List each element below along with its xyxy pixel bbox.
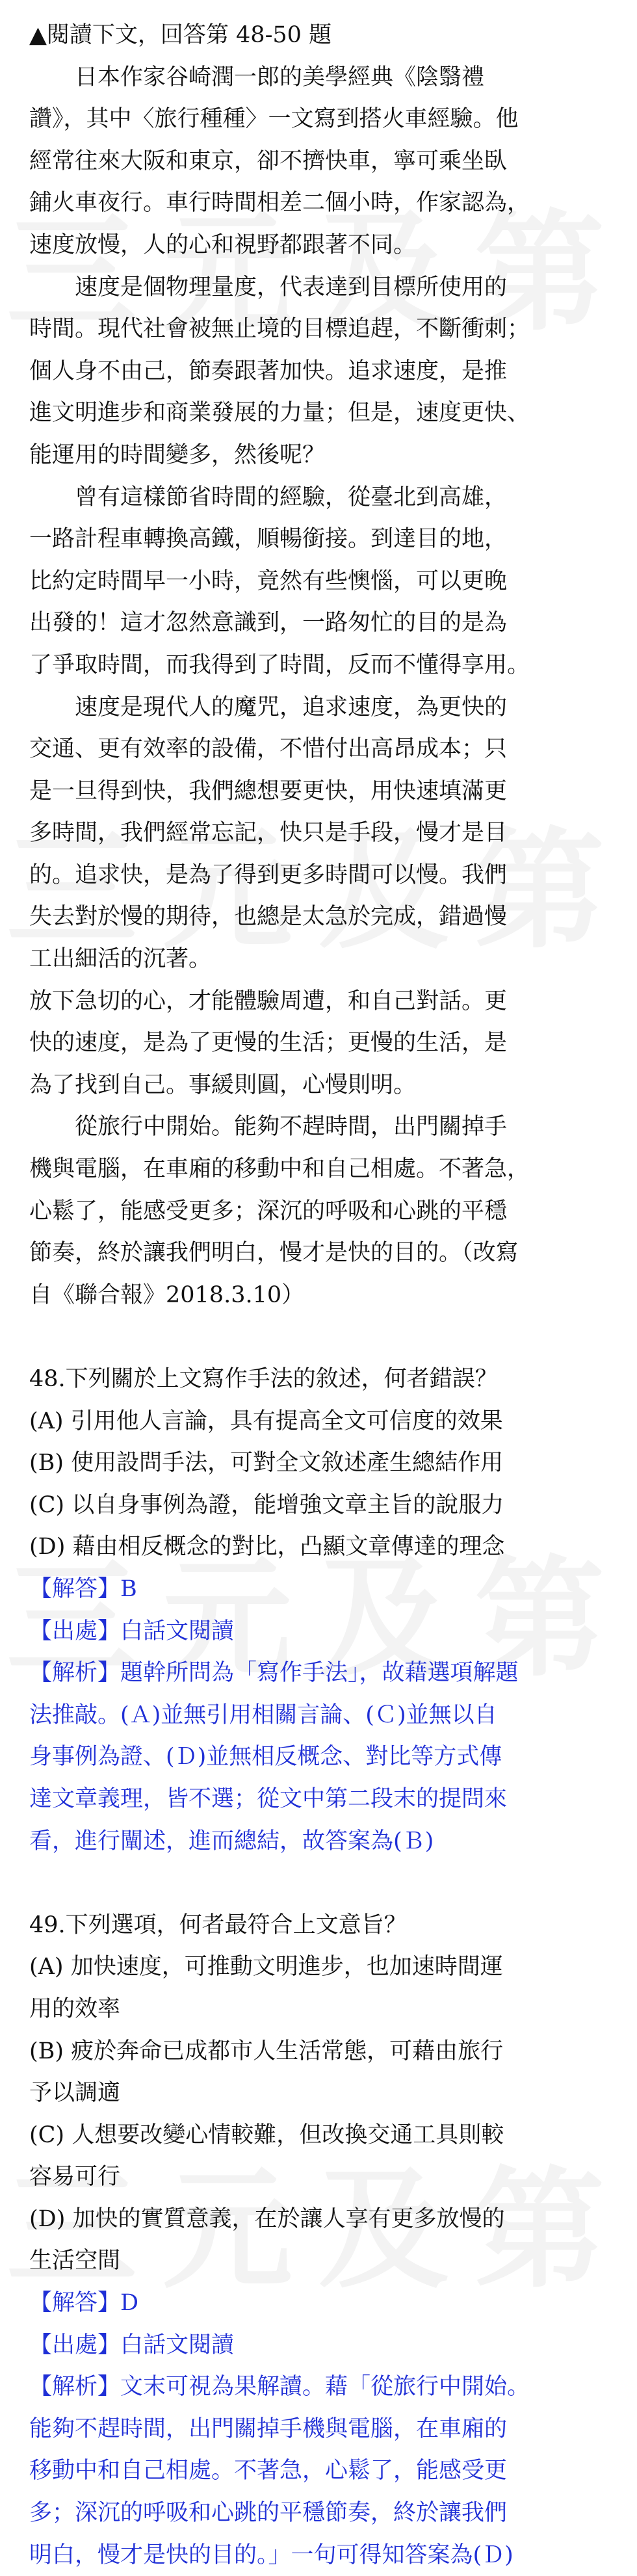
- source-line-tag: 【出處】: [29, 1618, 121, 1644]
- passage-line: 讚》，其中〈旅行種種〉一文寫到搭火車經驗。他: [29, 106, 519, 133]
- passage-line: 能運用的時間變多，然後呢？: [29, 441, 326, 468]
- option-line: (D) 藉由相反概念的對比，凸顯文章傳達的理念: [29, 1534, 505, 1560]
- analysis-line-value: 文末可視為果解讀。藉「從旅行中開始。: [120, 2374, 530, 2400]
- source-line-value: 白話文閱讀: [120, 1618, 235, 1644]
- passage: [29, 57, 618, 1317]
- passage-line: 個人身不由己，節奏跟著加快。追求速度，是推: [29, 358, 508, 384]
- passage-line: 日本作家谷崎潤一郎的美學經典《陰翳禮: [29, 64, 485, 90]
- document-body: [29, 14, 618, 2576]
- passage-line: 為了找到自己。事緩則圓，心慢則明。: [29, 1071, 417, 1098]
- answer-line-tag: 【解答】: [29, 1575, 121, 1602]
- passage-line: 的。追求快，是為了得到更多時間可以慢。我們: [29, 861, 508, 888]
- question-48: [29, 1358, 618, 1862]
- analysis-line-tag: 【解析】: [29, 1660, 121, 1687]
- answer-line-value: B: [120, 1575, 137, 1602]
- option-line: (B) 使用設問手法，可對全文敘述產生總結作用: [29, 1450, 504, 1477]
- passage-line: 經常往來大阪和東京，卻不擠快車，寧可乘坐臥: [29, 148, 508, 174]
- option-line: (A) 引用他人言論，具有提高全文可信度的效果: [29, 1408, 503, 1434]
- option-line: (B) 疲於奔命已成都市人生活常態，可藉由旅行: [29, 2038, 504, 2064]
- source-line: [29, 1610, 618, 1653]
- passage-line: 速度是個物理量度，代表達到目標所使用的: [29, 274, 508, 300]
- passage-line: 從旅行中開始。能夠不趕時間，出門關掉手: [29, 1114, 508, 1140]
- source-line-tag: 【出處】: [29, 2332, 121, 2358]
- passage-header: ▲閱讀下文，回答第 48-50 題: [29, 22, 332, 48]
- passage-line: 比約定時間早一小時，竟然有些懊惱，可以更晚: [29, 568, 508, 594]
- answer-line-value: D: [120, 2290, 139, 2317]
- passage-line: 速度是現代人的魔咒，追求速度，為更快的: [29, 694, 508, 720]
- passage-line: 是一旦得到快，我們總想要更快，用快速填滿更: [29, 778, 508, 804]
- source-line: [29, 2324, 618, 2367]
- question-stem: 49.下列選項，何者最符合上文意旨？: [29, 1912, 407, 1938]
- passage-line: 交通、更有效率的設備，不惜付出高昂成本；只: [29, 736, 508, 763]
- analysis-line-value: 題幹所問為「寫作手法」，故藉選項解題: [120, 1660, 519, 1687]
- passage-line: 機與電腦，在車廂的移動中和自己相處。不著急，: [29, 1156, 530, 1183]
- passage-line: 曾有這樣節省時間的經驗，從臺北到高雄，: [29, 484, 508, 510]
- analysis-line: [29, 1652, 618, 1694]
- analysis-line: 達文章義理，皆不選；從文中第二段末的提問來: [29, 1785, 508, 1812]
- option-line: 予以調適: [29, 2080, 121, 2107]
- option-line: 用的效率: [29, 1995, 121, 2022]
- analysis-line: 看，進行闡述，進而總結，故答案為(Ｂ): [29, 1828, 434, 1854]
- passage-line: 鋪火車夜行。車行時間相差二個小時，作家認為，: [29, 190, 530, 217]
- analysis-line: 移動中和自己相處。不著急，心鬆了，能感受更: [29, 2458, 508, 2484]
- analysis-line: 法推敲。(Ａ)並無引用相關言論、(Ｃ)並無以自: [29, 1702, 497, 1728]
- spacer: [29, 1862, 618, 1904]
- passage-line: 自《聯合報》2018.3.10）: [29, 1281, 305, 1308]
- option-line: (D) 加快的實質意義，在於讓人享有更多放慢的: [29, 2205, 505, 2232]
- question-49: [29, 1904, 618, 2576]
- passage-line: 心鬆了，能感受更多；深沉的呼吸和心跳的平穩: [29, 1198, 508, 1224]
- passage-line: 速度放慢，人的心和視野都跟著不同。: [29, 231, 417, 258]
- passage-line: 了爭取時間，而我得到了時間，反而不懂得享用。: [29, 651, 530, 678]
- answer-line: [29, 2282, 618, 2324]
- analysis-line: 多；深沉的呼吸和心跳的平穩節奏，終於讓我們: [29, 2500, 508, 2527]
- passage-line: 放下急切的心，才能體驗周遭，和自己對話。更: [29, 988, 508, 1014]
- passage-line: 一路計程車轉換高鐵，順暢銜接。到達目的地，: [29, 526, 508, 553]
- passage-line: 多時間，我們經常忘記，快只是手段，慢才是目: [29, 820, 508, 847]
- source-line-value: 白話文閱讀: [120, 2332, 235, 2358]
- passage-line: 節奏，終於讓我們明白，慢才是快的目的。（改寫: [29, 1240, 519, 1267]
- analysis-line: 明白，慢才是快的目的。」一句可得知答案為(Ｄ): [29, 2542, 514, 2568]
- analysis-line: [29, 2366, 618, 2408]
- option-line: (C) 人想要改變心情較難，但改換交通工具則較: [29, 2122, 504, 2148]
- analysis-line: 身事例為證、(Ｄ)並無相反概念、對比等方式傳: [29, 1744, 502, 1770]
- option-line: 生活空間: [29, 2248, 121, 2274]
- option-line: (C) 以自身事例為證，能增強文章主旨的說服力: [29, 1492, 504, 1518]
- analysis-line: 能夠不趕時間，出門關掉手機與電腦，在車廂的: [29, 2415, 508, 2442]
- answer-line-tag: 【解答】: [29, 2290, 121, 2317]
- option-line: (A) 加快速度，可推動文明進步，也加速時間運: [29, 1954, 503, 1980]
- passage-line: 時間。現代社會被無止境的目標追趕，不斷衝刺；: [29, 316, 530, 343]
- answer-line: [29, 1568, 618, 1610]
- passage-line: 快的速度，是為了更慢的生活；更慢的生活，是: [29, 1030, 508, 1057]
- question-stem: 48.下列關於上文寫作手法的敘述，何者錯誤？: [29, 1366, 498, 1392]
- passage-line: 失去對於慢的期待，也總是太急於完成，錯過慢: [29, 904, 508, 930]
- analysis-line-tag: 【解析】: [29, 2374, 121, 2400]
- passage-line: 進文明進步和商業發展的力量；但是，速度更快、: [29, 400, 530, 427]
- passage-line: 工出細活的沉著。: [29, 946, 212, 973]
- spacer: [29, 1316, 618, 1358]
- option-line: 容易可行: [29, 2164, 121, 2190]
- passage-line: 出發的！這才忽然意識到，一路匆忙的目的是為: [29, 610, 508, 637]
